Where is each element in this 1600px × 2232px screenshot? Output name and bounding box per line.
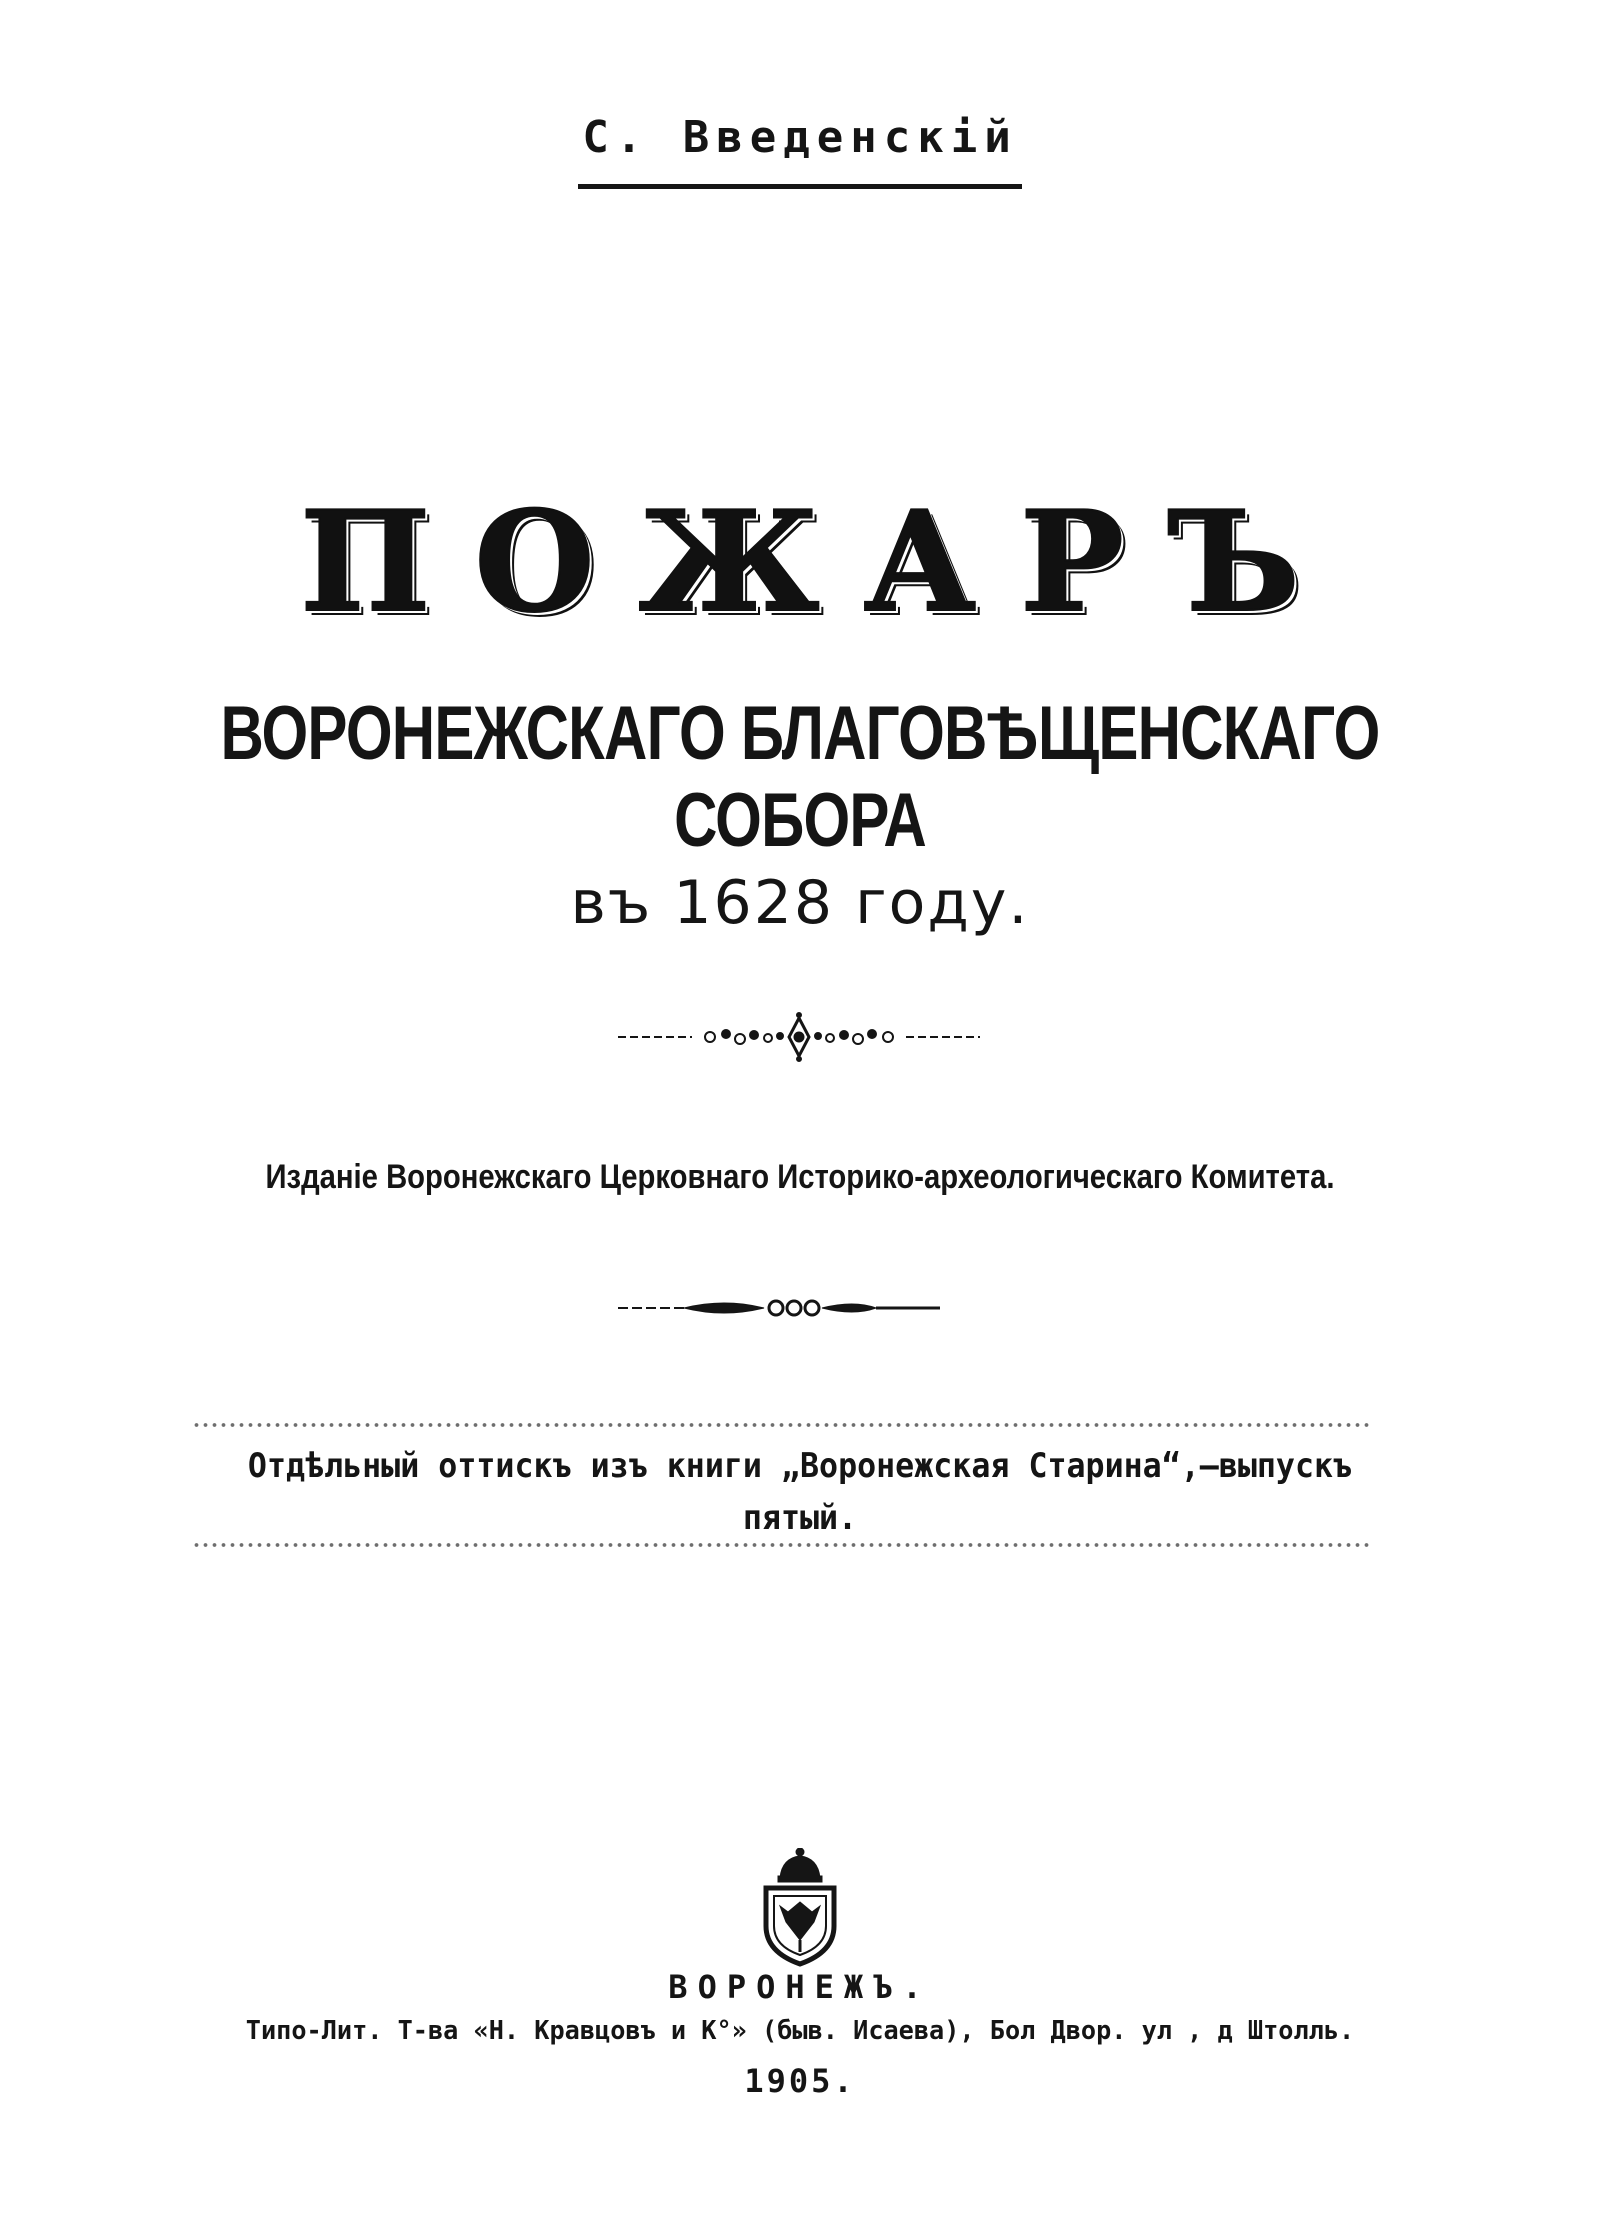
dotted-rule-bottom (192, 1540, 1372, 1550)
publisher-line: Изданіе Воронежскаго Церковнаго Историко-археологическаго Комитета. (265, 1158, 1335, 1196)
author-underline (578, 184, 1022, 189)
scroll-ornament-divider-icon (614, 1288, 944, 1328)
author-name: С. Введенскій (582, 112, 1018, 163)
offprint-line-2: пятый. (742, 1498, 858, 1538)
publication-city: ВОРОНЕЖЪ. (668, 1968, 932, 2006)
offprint-note (56, 1440, 1544, 1544)
crowned-coat-of-arms-icon (752, 1848, 848, 1968)
printer-imprint: Типо-Лит. Т-ва «Н. Кравцовъ и К°» (быв. Исаева), Бол Двор. ул , д Штолль. (245, 2016, 1355, 2046)
book-subtitle: ВОРОНЕЖСКАГО БЛАГОВѢЩЕНСКАГО СОБОРА (220, 691, 1380, 863)
book-title: ПОЖАРЪ (300, 480, 1344, 643)
publication-year: 1905. (744, 2062, 856, 2100)
floral-ornament-divider-icon (614, 1012, 984, 1062)
dotted-rule-top (192, 1420, 1372, 1430)
offprint-line-1: Отдѣльный оттискъ изъ книги „Воронежская Старина“,—выпускъ (247, 1446, 1353, 1486)
event-year-line: въ 1628 году. (570, 868, 1030, 938)
